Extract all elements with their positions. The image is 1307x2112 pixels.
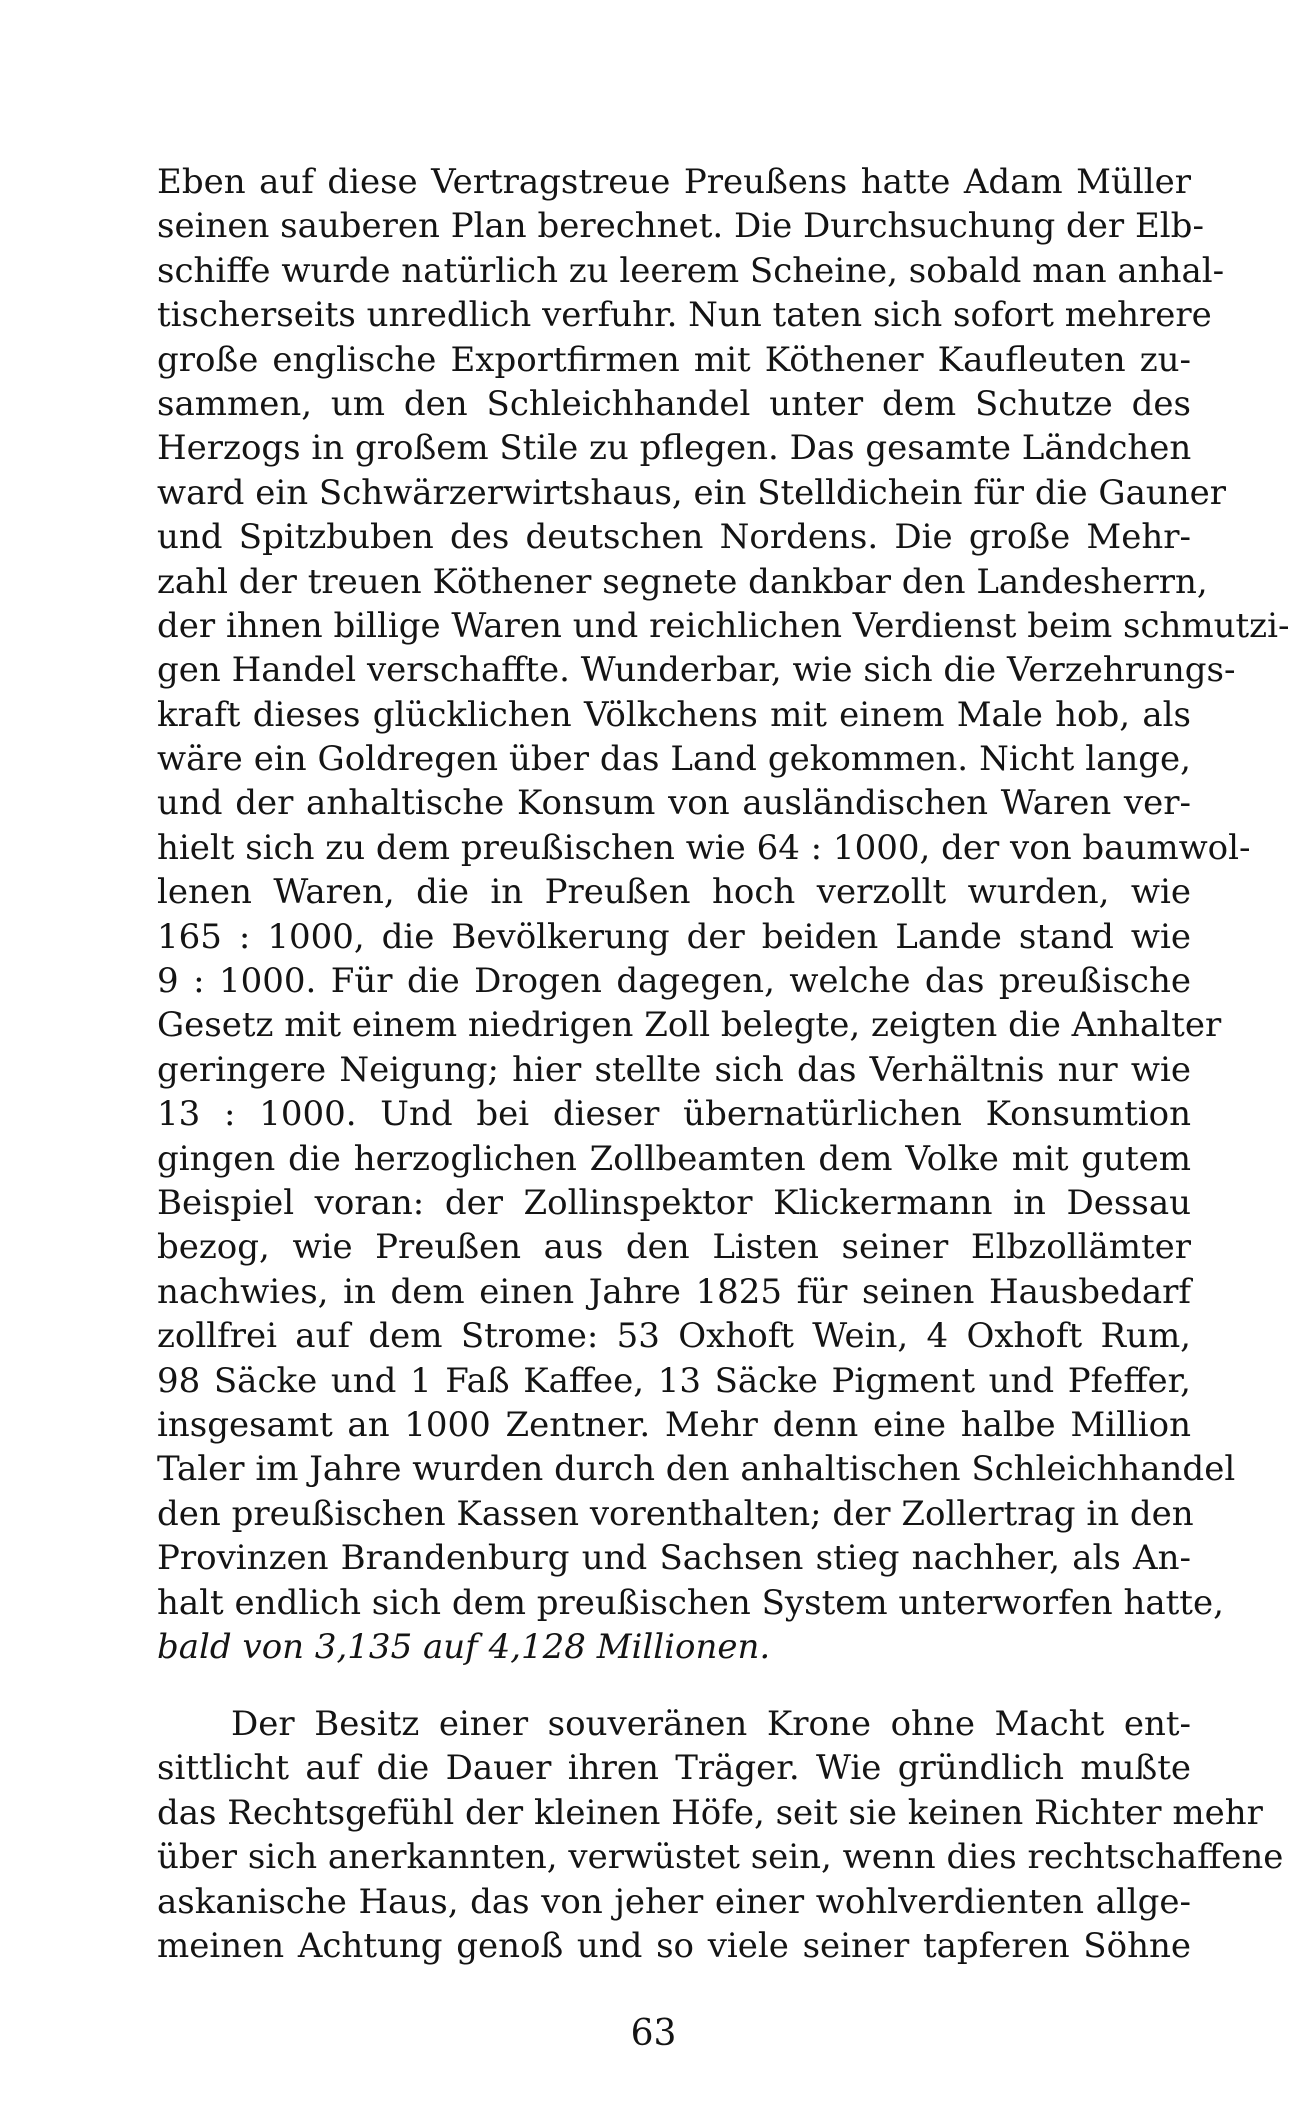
- text-line: Herzogs in großem Stile zu pflegen. Das gesamte Ländchen: [157, 428, 1192, 469]
- text-line: ward ein Schwärzerwirtshaus, ein Stelldichein für die Gauner: [157, 472, 1227, 513]
- page-number: 63: [630, 2013, 677, 2054]
- text-line: insgesamt an 1000 Zentner. Mehr denn eine halbe Million: [157, 1404, 1191, 1445]
- text-line: wäre ein Goldregen über das Land gekommen. Nicht lange,: [157, 739, 1191, 780]
- text-line: zollfrei auf dem Strome: 53 Oxhoft Wein, 4 Oxhoft Rum,: [157, 1316, 1191, 1357]
- text-line: geringere Neigung; hier stellte sich das Verhältnis nur wie: [157, 1049, 1191, 1090]
- text-line: halt endlich sich dem preußischen System unterworfen hatte,: [157, 1582, 1224, 1623]
- text-line: Gesetz mit einem niedrigen Zoll belegte, zeigten die Anhalter: [157, 1005, 1222, 1046]
- text-line: meinen Achtung genoß und so viele seiner tapferen Söhne: [157, 1925, 1191, 1966]
- text-line: lenen Waren, die in Preußen hoch verzollt wurden, wie: [157, 872, 1191, 913]
- paragraph-1: [157, 160, 1290, 1669]
- text-line: Provinzen Brandenburg und Sachsen stieg nachher, als An-: [157, 1538, 1191, 1579]
- text-line: Eben auf diese Vertragstreue Preußens hatte Adam Müller: [157, 162, 1191, 202]
- text-line: Beispiel voran: der Zollinspektor Klickermann in Dessau: [157, 1182, 1191, 1223]
- text-line: der ihnen billige Waren und reichlichen Verdienst beim schmutzi-: [157, 605, 1290, 646]
- text-line: gingen die herzoglichen Zollbeamten dem Volke mit gutem: [157, 1138, 1191, 1179]
- text-line: und der anhaltische Konsum von ausländischen Waren ver-: [157, 783, 1191, 824]
- text-line: nachwies, in dem einen Jahre 1825 für seinen Hausbedarf: [157, 1271, 1191, 1312]
- text-line: bezog, wie Preußen aus den Listen seiner Elbzollämter: [157, 1227, 1191, 1268]
- text-line: askanische Haus, das von jeher einer wohlverdienten allge-: [157, 1881, 1191, 1922]
- text-line: zahl der treuen Köthener segnete dankbar den Landesherrn,: [157, 561, 1208, 602]
- text-line: 13 : 1000. Und bei dieser übernatürlichen Konsumtion: [157, 1094, 1191, 1135]
- text-line: den preußischen Kassen vorenthalten; der Zollertrag in den: [157, 1493, 1194, 1534]
- paragraph-2: [157, 1702, 1284, 1968]
- text-line: große englische Exportfirmen mit Köthener Kaufleuten zu-: [157, 339, 1191, 380]
- text-line: schiffe wurde natürlich zu leerem Scheine, sobald man anhal-: [157, 250, 1225, 291]
- italic-text: bald von 3,135 auf 4,128 Millionen.: [157, 1626, 771, 1667]
- text-line: über sich anerkannten, verwüstet sein, wenn dies rechtschaffene: [157, 1837, 1284, 1878]
- text-line: tischerseits unredlich verfuhr. Nun taten sich sofort mehrere: [157, 295, 1212, 336]
- text-line: und Spitzbuben des deutschen Nordens. Die große Mehr-: [157, 517, 1191, 558]
- text-line: seinen sauberen Plan berechnet. Die Durchsuchung der Elb-: [157, 206, 1204, 247]
- text-line-indented: Der Besitz einer souveränen Krone ohne Macht ent-: [231, 1704, 1191, 1744]
- text-line: 9 : 1000. Für die Drogen dagegen, welche das preußische: [157, 961, 1191, 1002]
- text-line: kraft dieses glücklichen Völkchens mit einem Male hob, als: [157, 694, 1191, 735]
- text-line-last: [157, 1625, 1191, 1669]
- text-line: hielt sich zu dem preußischen wie 64 : 1000, der von baumwol-: [157, 827, 1251, 868]
- text-line: Taler im Jahre wurden durch den anhaltischen Schleichhandel: [157, 1449, 1236, 1490]
- text-line: sittlicht auf die Dauer ihren Träger. Wie gründlich mußte: [157, 1748, 1191, 1789]
- text-line: gen Handel verschaffte. Wunderbar, wie sich die Verzehrungs-: [157, 650, 1236, 691]
- text-line: sammen, um den Schleichhandel unter dem Schutze des: [157, 383, 1191, 424]
- text-line: 165 : 1000, die Bevölkerung der beiden Lande stand wie: [157, 916, 1191, 957]
- text-line: das Rechtsgefühl der kleinen Höfe, seit sie keinen Richter mehr: [157, 1792, 1263, 1833]
- text-line: 98 Säcke und 1 Faß Kaffee, 13 Säcke Pigment und Pfeffer,: [157, 1360, 1191, 1401]
